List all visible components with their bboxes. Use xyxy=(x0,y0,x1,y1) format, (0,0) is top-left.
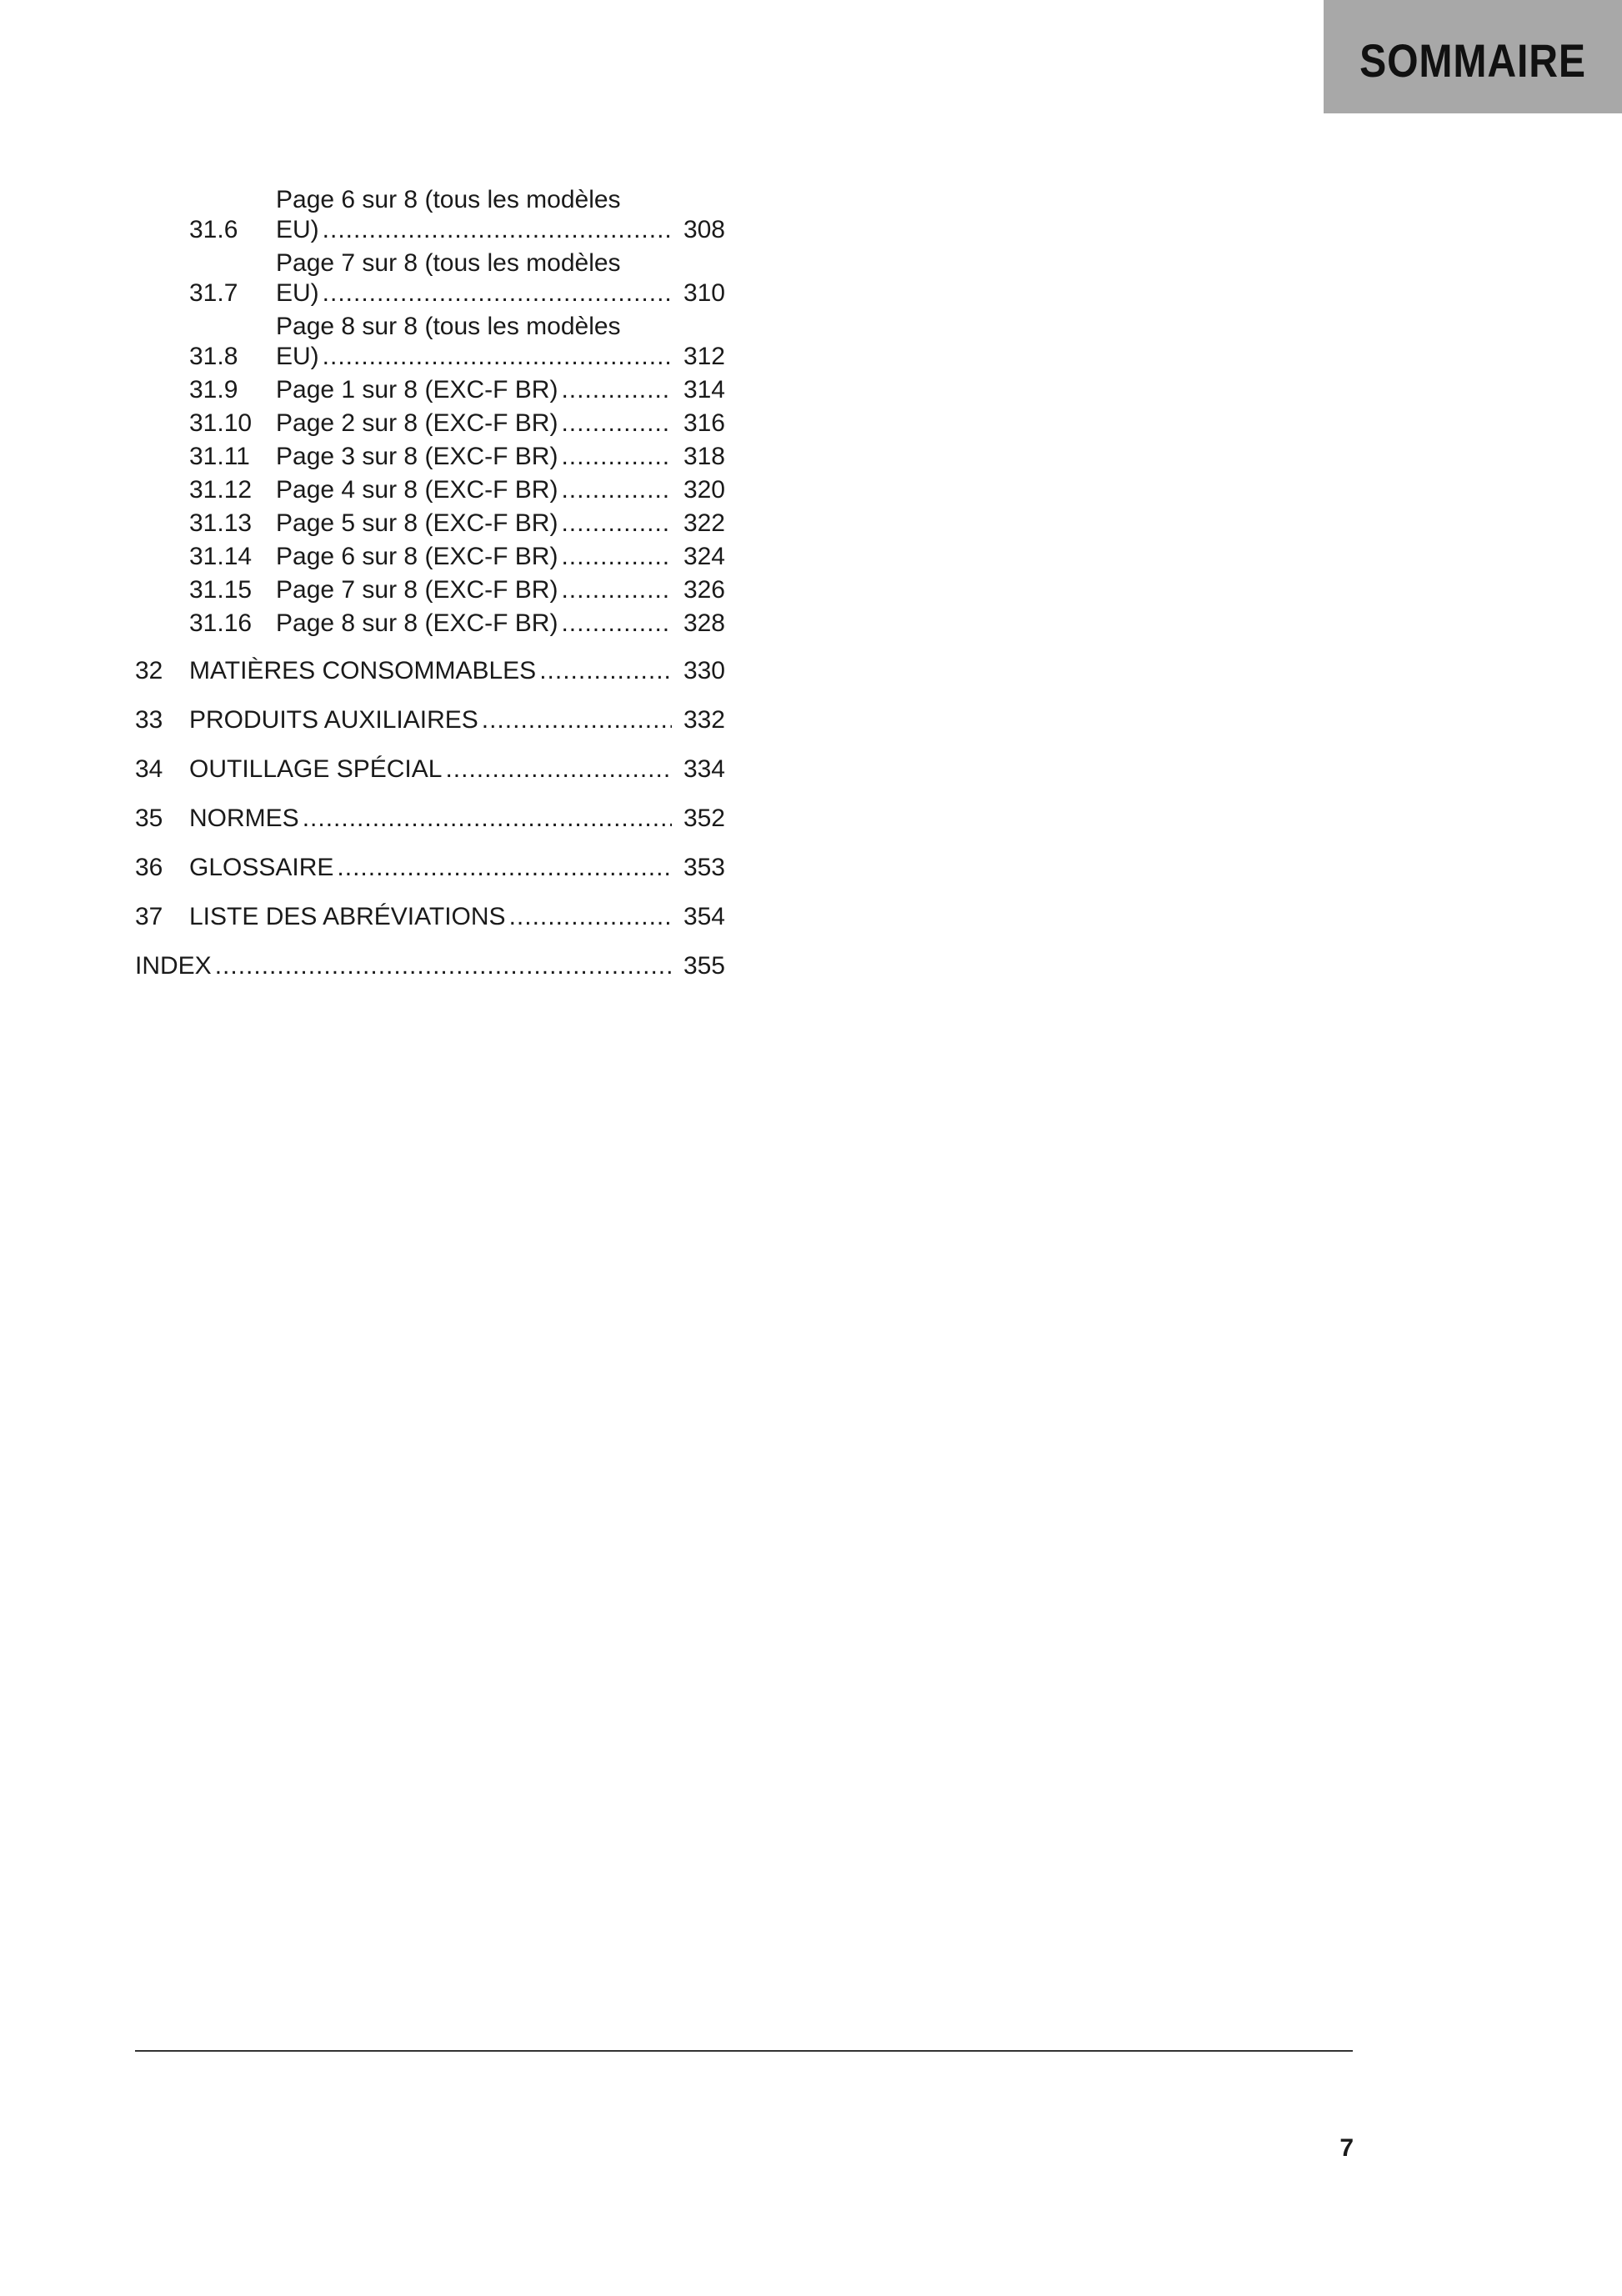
toc-entry-page: 352 xyxy=(683,805,725,832)
toc-entry-title: NORMES xyxy=(189,805,299,832)
toc-entry-title-line2: EU) xyxy=(276,279,319,307)
toc-entry-number: 31.10 xyxy=(189,409,253,437)
toc-entry[interactable] xyxy=(135,509,725,539)
toc-entry[interactable] xyxy=(135,185,725,245)
toc-entry-title: MATIÈRES CONSOMMABLES xyxy=(189,657,537,684)
toc-entry-page: 334 xyxy=(683,755,725,783)
toc-entry[interactable] xyxy=(135,442,725,472)
toc-entry-page: 312 xyxy=(683,343,725,370)
toc-entry[interactable] xyxy=(135,475,725,505)
toc-entry-page: 354 xyxy=(683,903,725,930)
toc-entry-number: 34 xyxy=(135,755,163,783)
toc-leader-dots xyxy=(561,375,672,405)
toc-entry[interactable] xyxy=(135,312,725,372)
toc-entry-title: Page 5 sur 8 (EXC-F BR) xyxy=(276,509,558,537)
toc-entry[interactable] xyxy=(135,575,725,605)
toc-entry[interactable] xyxy=(135,542,725,572)
toc-leader-dots xyxy=(561,442,672,472)
toc-leader-dots xyxy=(561,475,672,505)
toc-chapter-entry[interactable] xyxy=(135,705,725,735)
toc-entry-number: 31.11 xyxy=(189,443,250,470)
toc-entry-number: 31.16 xyxy=(189,609,253,637)
toc-entry-title: GLOSSAIRE xyxy=(189,854,334,881)
toc-entry-title-line2: EU) xyxy=(276,216,319,243)
toc-entry-title-line1: Page 6 sur 8 (tous les modèles xyxy=(276,186,621,213)
toc-leader-dots xyxy=(303,804,672,834)
page-number: 7 xyxy=(1339,2134,1354,2162)
toc-chapter-entry[interactable] xyxy=(135,902,725,932)
toc-entry-title-line2: EU) xyxy=(276,343,319,370)
toc-leader-dots xyxy=(337,853,672,883)
toc-leader-dots xyxy=(323,278,672,308)
toc-entry-page: 320 xyxy=(683,476,725,504)
section-title: SOMMAIRE xyxy=(1359,33,1586,87)
toc-chapter-entry[interactable] xyxy=(135,804,725,834)
toc-entry-number: 31.14 xyxy=(189,543,253,570)
toc-leader-dots xyxy=(561,542,672,572)
toc-leader-dots xyxy=(445,754,672,785)
toc-entry-title: Page 4 sur 8 (EXC-F BR) xyxy=(276,476,558,504)
toc-entry-page: 326 xyxy=(683,576,725,604)
section-header-tab xyxy=(1324,0,1622,113)
toc-leader-dots xyxy=(539,656,672,686)
toc-entry-page: 324 xyxy=(683,543,725,570)
toc-entry-page: 314 xyxy=(683,376,725,404)
toc-entry-title: INDEX xyxy=(135,952,212,980)
toc-entry-title: Page 6 sur 8 (EXC-F BR) xyxy=(276,543,558,570)
table-of-contents xyxy=(135,185,725,981)
footer-divider xyxy=(135,2050,1353,2052)
toc-chapter-entry[interactable] xyxy=(135,853,725,883)
toc-entry-title: Page 7 sur 8 (EXC-F BR) xyxy=(276,576,558,604)
toc-entry-title-line1: Page 8 sur 8 (tous les modèles xyxy=(276,313,621,340)
toc-entry-page: 330 xyxy=(683,657,725,684)
toc-entry-page: 332 xyxy=(683,706,725,734)
toc-index-entry[interactable] xyxy=(135,951,725,981)
toc-leader-dots xyxy=(561,575,672,605)
toc-entry-title: LISTE DES ABRÉVIATIONS xyxy=(189,903,506,930)
toc-entry-title: Page 3 sur 8 (EXC-F BR) xyxy=(276,443,558,470)
toc-entry-page: 328 xyxy=(683,609,725,637)
toc-entry-page: 316 xyxy=(683,409,725,437)
toc-entry-title: Page 1 sur 8 (EXC-F BR) xyxy=(276,376,558,404)
toc-entry-number: 32 xyxy=(135,657,163,684)
toc-entry-title: PRODUITS AUXILIAIRES xyxy=(189,706,478,734)
toc-entry-number: 31.15 xyxy=(189,576,253,604)
toc-entry-number: 37 xyxy=(135,903,163,930)
toc-entry-number: 31.9 xyxy=(189,376,238,404)
toc-leader-dots xyxy=(215,951,672,981)
toc-chapter-entry[interactable] xyxy=(135,754,725,785)
toc-entry-number: 31.6 xyxy=(189,216,238,243)
toc-leader-dots xyxy=(482,705,672,735)
toc-entry-number: 31.12 xyxy=(189,476,253,504)
toc-entry-number: 31.8 xyxy=(189,343,238,370)
toc-entry-page: 355 xyxy=(683,952,725,980)
toc-entry[interactable] xyxy=(135,409,725,439)
toc-entry-title: Page 8 sur 8 (EXC-F BR) xyxy=(276,609,558,637)
toc-chapter-entry[interactable] xyxy=(135,656,725,686)
toc-entry[interactable] xyxy=(135,609,725,639)
toc-entry-title: OUTILLAGE SPÉCIAL xyxy=(189,755,443,783)
toc-leader-dots xyxy=(509,902,672,932)
toc-entry-page: 308 xyxy=(683,216,725,243)
toc-entry-number: 31.13 xyxy=(189,509,253,537)
toc-entry-page: 322 xyxy=(683,509,725,537)
toc-leader-dots xyxy=(561,509,672,539)
toc-entry[interactable] xyxy=(135,248,725,308)
toc-entry-title: Page 2 sur 8 (EXC-F BR) xyxy=(276,409,558,437)
toc-leader-dots xyxy=(561,609,672,639)
toc-leader-dots xyxy=(323,342,672,372)
toc-entry-page: 318 xyxy=(683,443,725,470)
toc-entry-number: 31.7 xyxy=(189,279,238,307)
toc-leader-dots xyxy=(323,215,672,245)
toc-entry-number: 33 xyxy=(135,706,163,734)
toc-entry[interactable] xyxy=(135,375,725,405)
toc-entry-page: 310 xyxy=(683,279,725,307)
toc-leader-dots xyxy=(561,409,672,439)
toc-entry-number: 36 xyxy=(135,854,163,881)
toc-entry-page: 353 xyxy=(683,854,725,881)
toc-entry-number: 35 xyxy=(135,805,163,832)
toc-entry-title-line1: Page 7 sur 8 (tous les modèles xyxy=(276,249,621,277)
